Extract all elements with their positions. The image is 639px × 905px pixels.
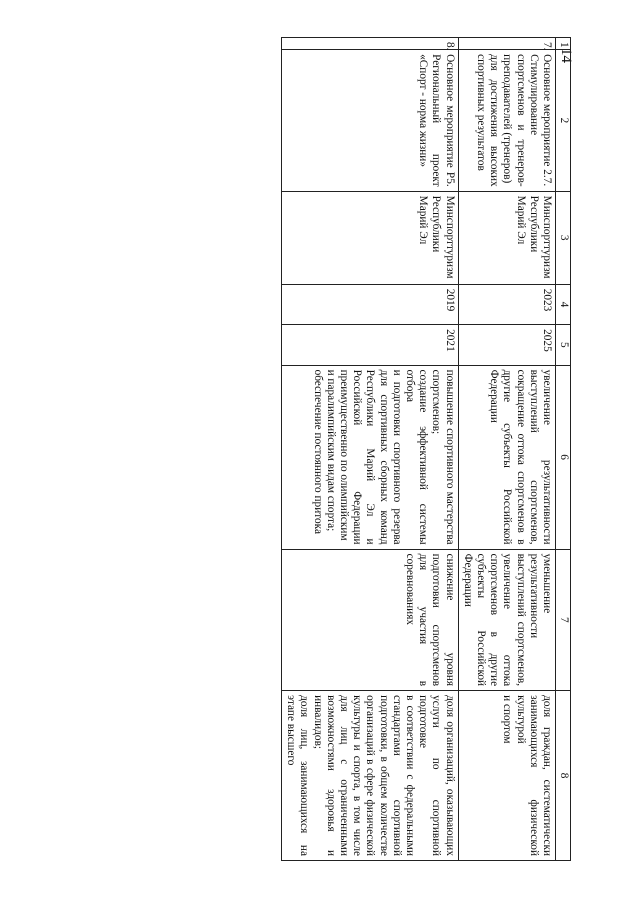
- non-implementation-consequences: снижение уровня подготовки спортсменов для участия в соревнованиях: [281, 549, 458, 691]
- column-number: 6: [556, 365, 571, 549]
- column-number: 8: [556, 691, 571, 861]
- expected-result: повышение спортивного мастерства спортсменов; создание эффективной системы отбора и подготовки спортивного резерва для спортивных сборных команд Республики Марий Эл и Российской Федерации преимущественно по олимпийским и паралимпийским видам спорта; обеспечение постоянного притока: [281, 365, 458, 549]
- responsible-executor: Минспорттуризм Республики Марий Эл: [458, 191, 555, 284]
- related-indicators: доля граждан, систематически занимающихся физической культурой и спортом: [458, 691, 555, 861]
- activity-name: Основное мероприятие P5. Региональный проект «Спорт - норма жизни»: [281, 50, 458, 192]
- start-year: 2019: [281, 284, 458, 324]
- start-year: 2023: [458, 284, 555, 324]
- expected-result: увеличение результативности выступлений спортсменов, сокращение оттока спортсменов в другие субъекты Российской Федерации: [458, 365, 555, 549]
- row-number: 8.: [281, 38, 458, 50]
- program-activities-table: [281, 37, 571, 861]
- responsible-executor: Минспорттуризм Республики Марий Эл: [281, 191, 458, 284]
- row-number: 7.: [458, 38, 555, 50]
- end-year: 2025: [458, 325, 555, 365]
- column-number: 3: [556, 191, 571, 284]
- column-number: 1: [556, 38, 571, 50]
- column-number: 2: [556, 50, 571, 192]
- column-number-row: [556, 38, 571, 861]
- column-number: 4: [556, 284, 571, 324]
- non-implementation-consequences: уменьшение результативности выступлений спортсменов, увеличение оттока спортсменов в другие субъекты Российской Федерации: [458, 549, 555, 691]
- table-row: [458, 38, 555, 861]
- column-number: 5: [556, 325, 571, 365]
- table-row: [281, 38, 458, 861]
- column-number: 7: [556, 549, 571, 691]
- program-table-container: [116, 37, 571, 861]
- related-indicators: доля организаций, оказывающих услуги по спортивной подготовке в соответствии с федеральными стандартами спортивной подготовки, в общем количестве организаций в сфере физической культуры и спорта, в том числе для лиц с ограниченными возможностями здоровья и инвалидов; доля лиц, занимающихся на этапе высшего: [281, 691, 458, 861]
- activity-name: Основное мероприятие 2.7. Стимулирование спортсменов и тренеров-преподавателей (тренеров) для достижения высоких спортивных результатов: [458, 50, 555, 192]
- end-year: 2021: [281, 325, 458, 365]
- page-number: 14: [558, 48, 574, 63]
